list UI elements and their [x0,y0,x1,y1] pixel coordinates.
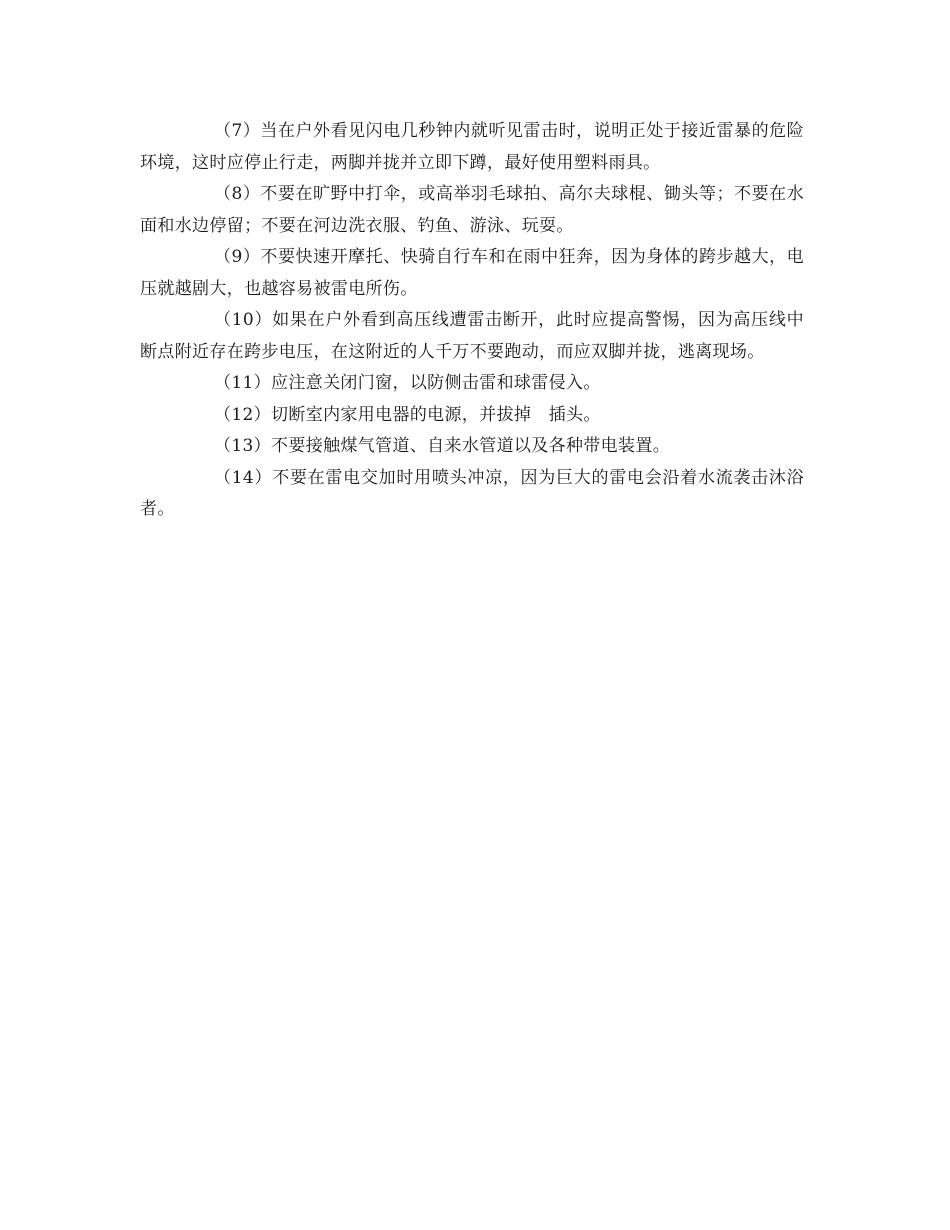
paragraph-item-7: （7）当在户外看见闪电几秒钟内就听见雷击时，说明正处于接近雷暴的危险环境，这时应停止行走，两脚并拢并立即下蹲，最好使用塑料雨具。 [140,121,804,173]
paragraph-item-13: （13）不要接触煤气管道、自来水管道以及各种带电装置。 [214,436,671,456]
paragraph-item-14: （14）不要在雷电交加时用喷头冲凉，因为巨大的雷电会沿着水流袭击沐浴者。 [140,467,804,519]
paragraph-item-8: （8）不要在旷野中打伞，或高举羽毛球拍、高尔夫球棍、锄头等；不要在水面和水边停留；不要在河边洗衣服、钓鱼、游泳、玩耍。 [140,184,804,236]
paragraph-item-9: （9）不要快速开摩托、快骑自行车和在雨中狂奔，因为身体的跨步越大，电压就越剧大，也越容易被雷电所伤。 [140,247,804,299]
document-body [140,116,804,526]
paragraph-item-12: （12）切断室内家用电器的电源，并拔掉 插头。 [214,404,601,425]
paragraph-item-10: （10）如果在户外看到高压线遭雷击断开，此时应提高警惕，因为高压线中断点附近存在跨步电压，在这附近的人千万不要跑动，而应双脚并拢，逃离现场。 [140,310,804,362]
paragraph-item-11: （11）应注意关闭门窗，以防侧击雷和球雷侵入。 [214,373,601,393]
